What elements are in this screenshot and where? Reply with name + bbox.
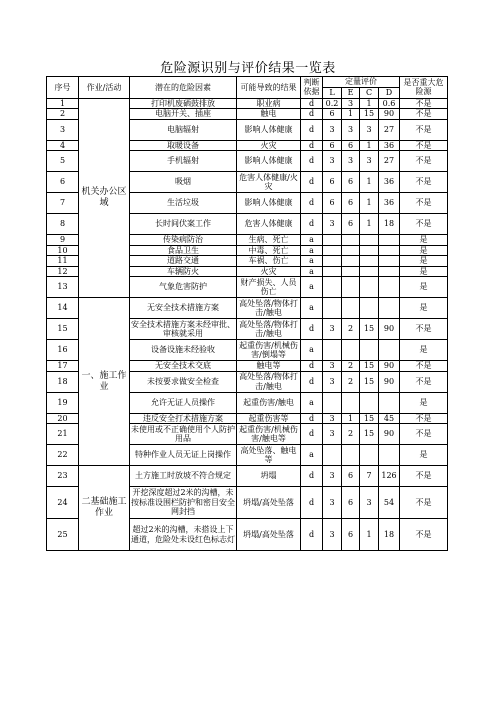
judgment-basis: d xyxy=(301,413,323,424)
major-hazard: 不是 xyxy=(400,413,448,424)
row-number: 7 xyxy=(47,193,79,214)
hazard-factor: 打印机废硒鼓排放 xyxy=(130,98,237,109)
row-number: 17 xyxy=(47,361,79,372)
judgment-basis: a xyxy=(301,298,323,319)
judgment-basis: d xyxy=(301,119,323,140)
row-number: 14 xyxy=(47,298,79,319)
row-number: 5 xyxy=(47,151,79,172)
possible-result: 车祸、伤亡 xyxy=(237,256,301,267)
score-d: 54 xyxy=(379,487,400,519)
hazard-factor: 食品卫生 xyxy=(130,245,237,256)
major-hazard: 不是 xyxy=(400,487,448,519)
possible-result: 起重伤害/机械伤害/触电等 xyxy=(237,424,301,445)
score-l xyxy=(323,392,342,413)
row-number: 3 xyxy=(47,119,79,140)
score-c xyxy=(360,298,379,319)
score-c: 15 xyxy=(360,413,379,424)
score-e xyxy=(342,245,360,256)
score-e xyxy=(342,445,360,466)
major-hazard: 是 xyxy=(400,392,448,413)
score-d: 36 xyxy=(379,193,400,214)
possible-result: 触电等 xyxy=(237,361,301,372)
judgment-basis: d xyxy=(301,424,323,445)
possible-result: 危害人体健康 xyxy=(237,214,301,235)
score-c: 15 xyxy=(360,361,379,372)
hazard-factor: 车辆防火 xyxy=(130,266,237,277)
judgment-basis: a xyxy=(301,340,323,361)
major-hazard: 是 xyxy=(400,245,448,256)
score-d xyxy=(379,245,400,256)
score-d: 0.6 xyxy=(379,98,400,109)
possible-result: 高处坠落/物体打击/触电 xyxy=(237,319,301,340)
score-d xyxy=(379,277,400,298)
score-c xyxy=(360,245,379,256)
score-c: 15 xyxy=(360,319,379,340)
score-c: 1 xyxy=(360,172,379,193)
score-e: 1 xyxy=(342,413,360,424)
major-hazard: 不是 xyxy=(400,424,448,445)
score-l: 3 xyxy=(323,413,342,424)
possible-result: 起重伤害/触电 xyxy=(237,392,301,413)
score-c: 3 xyxy=(360,487,379,519)
score-l: 3 xyxy=(323,319,342,340)
major-hazard: 不是 xyxy=(400,109,448,120)
score-e: 1 xyxy=(342,109,360,120)
hazard-factor: 电脑辐射 xyxy=(130,119,237,140)
score-c xyxy=(360,235,379,246)
possible-result: 坍塌/高处坠落 xyxy=(237,487,301,519)
judgment-basis: d xyxy=(301,172,323,193)
judgment-basis: d xyxy=(301,466,323,487)
judgment-basis: d xyxy=(301,319,323,340)
hazard-factor: 气象危害防护 xyxy=(130,277,237,298)
judgment-basis: d xyxy=(301,98,323,109)
row-number: 21 xyxy=(47,424,79,445)
possible-result: 起重伤害/机械伤害/倒塌等 xyxy=(237,340,301,361)
possible-result: 高处坠落/物体打击/触电 xyxy=(237,371,301,392)
score-c: 1 xyxy=(360,140,379,151)
major-hazard: 是 xyxy=(400,277,448,298)
score-l: 6 xyxy=(323,140,342,151)
row-number: 13 xyxy=(47,277,79,298)
possible-result: 坍塌/高处坠落 xyxy=(237,519,301,551)
hazard-factor: 安全技术措施方案未经审批、审核就采用 xyxy=(131,319,235,338)
score-c: 1 xyxy=(360,214,379,235)
page-title: 危险源识别与评价结果一览表 xyxy=(160,61,336,76)
row-number: 11 xyxy=(47,256,79,267)
score-l xyxy=(323,266,342,277)
score-d: 90 xyxy=(379,424,400,445)
score-e: 6 xyxy=(342,487,360,519)
possible-result: 中毒、死亡 xyxy=(237,245,301,256)
score-e: 2 xyxy=(342,424,360,445)
major-hazard: 不是 xyxy=(400,119,448,140)
possible-result: 影响人体健康 xyxy=(237,119,301,140)
header-l: L xyxy=(323,87,342,98)
major-hazard: 是 xyxy=(400,298,448,319)
score-l: 3 xyxy=(323,214,342,235)
hazard-factor: 违反安全打术措施方案 xyxy=(130,413,237,424)
score-d: 90 xyxy=(379,109,400,120)
score-e xyxy=(342,256,360,267)
hazard-factor: 特种作业人员无证上岗操作 xyxy=(130,445,237,466)
score-e xyxy=(342,266,360,277)
header-d: D xyxy=(379,87,400,98)
hazard-factor: 允许无证人员操作 xyxy=(130,392,237,413)
judgment-basis: a xyxy=(301,245,323,256)
major-hazard: 不是 xyxy=(400,361,448,372)
score-c: 1 xyxy=(360,519,379,551)
major-hazard: 不是 xyxy=(400,371,448,392)
score-d xyxy=(379,235,400,246)
major-hazard: 不是 xyxy=(400,140,448,151)
row-number: 10 xyxy=(47,245,79,256)
score-e: 6 xyxy=(342,466,360,487)
major-hazard: 不是 xyxy=(400,151,448,172)
header-row xyxy=(47,77,448,88)
score-e: 2 xyxy=(342,319,360,340)
table-row xyxy=(47,298,448,319)
score-c: 15 xyxy=(360,424,379,445)
score-c xyxy=(360,445,379,466)
possible-result: 高处坠落、触电等 xyxy=(237,445,301,466)
score-l: 3 xyxy=(323,361,342,372)
score-e: 6 xyxy=(342,519,360,551)
hazard-factor: 设备设施未经验收 xyxy=(130,340,237,361)
hazard-factor: 传染病防治 xyxy=(130,235,237,246)
major-hazard: 不是 xyxy=(400,172,448,193)
score-l xyxy=(323,256,342,267)
score-l: 6 xyxy=(323,109,342,120)
score-e: 6 xyxy=(342,214,360,235)
judgment-basis: a xyxy=(301,392,323,413)
row-number: 23 xyxy=(47,466,79,487)
score-d: 36 xyxy=(379,172,400,193)
possible-result: 高处坠落/物体打击/触电 xyxy=(237,298,301,319)
possible-result: 影响人体健康 xyxy=(237,151,301,172)
score-l: 3 xyxy=(323,119,342,140)
table-row xyxy=(47,98,448,109)
score-e: 3 xyxy=(342,98,360,109)
judgment-basis: d xyxy=(301,140,323,151)
header-evaluation: 定量评价 xyxy=(323,77,400,88)
judgment-basis: d xyxy=(301,487,323,519)
row-number: 4 xyxy=(47,140,79,151)
row-number: 15 xyxy=(47,319,79,340)
judgment-basis: d xyxy=(301,519,323,551)
possible-result: 职业病 xyxy=(237,98,301,109)
header-no: 序号 xyxy=(47,77,79,99)
hazard-factor: 开挖深度超过2米的沟槽，未按标准设围栏防护和密目安全网封挡 xyxy=(130,487,237,519)
hazard-factor: 无安全技术措施方案 xyxy=(130,298,237,319)
score-c: 1 xyxy=(360,193,379,214)
hazard-factor: 土方施工时放坡不符合规定 xyxy=(130,466,237,487)
score-d: 45 xyxy=(379,413,400,424)
score-l xyxy=(323,235,342,246)
header-judgment: 判断依据 xyxy=(301,77,323,99)
score-d: 126 xyxy=(379,466,400,487)
score-c xyxy=(360,340,379,361)
score-e: 2 xyxy=(342,361,360,372)
possible-result: 危害人体健康/火灾 xyxy=(237,172,301,193)
score-e: 6 xyxy=(342,172,360,193)
score-l xyxy=(323,277,342,298)
row-number: 2 xyxy=(47,109,79,120)
judgment-basis: a xyxy=(301,266,323,277)
major-hazard: 不是 xyxy=(400,466,448,487)
score-d xyxy=(379,392,400,413)
hazard-factor: 未使用或不正确使用个人防护用品 xyxy=(131,424,235,443)
hazard-factor: 吸烟 xyxy=(130,172,237,193)
major-hazard: 不是 xyxy=(400,214,448,235)
score-d xyxy=(379,266,400,277)
row-number: 18 xyxy=(47,371,79,392)
hazard-factor: 生活垃圾 xyxy=(130,193,237,214)
header-major: 是否重大危险源 xyxy=(400,77,448,99)
possible-result: 坍塌 xyxy=(237,466,301,487)
score-d: 90 xyxy=(379,371,400,392)
row-number: 12 xyxy=(47,266,79,277)
score-l: 3 xyxy=(323,151,342,172)
activity-group-office: 机关办公区域 xyxy=(79,98,130,298)
row-number: 6 xyxy=(47,172,79,193)
score-l xyxy=(323,298,342,319)
header-e: E xyxy=(342,87,360,98)
score-c: 3 xyxy=(360,119,379,140)
score-c: 15 xyxy=(360,371,379,392)
score-l: 0.2 xyxy=(323,98,342,109)
score-d: 18 xyxy=(379,214,400,235)
score-c: 7 xyxy=(360,466,379,487)
major-hazard: 不是 xyxy=(400,319,448,340)
judgment-basis: d xyxy=(301,214,323,235)
header-c: C xyxy=(360,87,379,98)
score-e: 2 xyxy=(342,371,360,392)
hazard-factor: 长时间伏案工作 xyxy=(130,214,237,235)
judgment-basis: a xyxy=(301,445,323,466)
row-number: 20 xyxy=(47,413,79,424)
score-d: 90 xyxy=(379,319,400,340)
score-c xyxy=(360,256,379,267)
score-l xyxy=(323,340,342,361)
score-d: 27 xyxy=(379,119,400,140)
judgment-basis: d xyxy=(301,151,323,172)
hazard-factor: 无安全技术交底 xyxy=(130,361,237,372)
possible-result: 生病、死亡 xyxy=(237,235,301,246)
score-c xyxy=(360,266,379,277)
score-c: 15 xyxy=(360,109,379,120)
score-d xyxy=(379,256,400,267)
hazard-table xyxy=(46,76,448,551)
judgment-basis: a xyxy=(301,235,323,246)
hazard-factor: 电脑开关、插座 xyxy=(130,109,237,120)
possible-result: 火灾 xyxy=(237,140,301,151)
score-c: 1 xyxy=(360,98,379,109)
score-c xyxy=(360,392,379,413)
hazard-factor: 手机辐射 xyxy=(130,151,237,172)
row-number: 24 xyxy=(47,487,79,519)
score-e: 3 xyxy=(342,151,360,172)
judgment-basis: a xyxy=(301,256,323,267)
hazard-factor: 道路交通 xyxy=(130,256,237,267)
header-consequence: 可能导致的结果 xyxy=(237,77,301,99)
header-activity: 作业/活动 xyxy=(79,77,130,99)
score-c: 3 xyxy=(360,151,379,172)
score-d xyxy=(379,298,400,319)
score-e: 3 xyxy=(342,119,360,140)
score-d xyxy=(379,445,400,466)
score-d: 27 xyxy=(379,151,400,172)
hazard-factor: 超过2米的沟槽，未搭设上下通道，危险处未设红色标志灯 xyxy=(130,519,237,551)
score-e xyxy=(342,392,360,413)
score-l: 3 xyxy=(323,371,342,392)
score-l: 3 xyxy=(323,519,342,551)
major-hazard: 不是 xyxy=(400,98,448,109)
row-number: 22 xyxy=(47,445,79,466)
score-e xyxy=(342,298,360,319)
possible-result: 触电 xyxy=(237,109,301,120)
score-e xyxy=(342,277,360,298)
score-c xyxy=(360,277,379,298)
major-hazard: 不是 xyxy=(400,519,448,551)
score-l: 3 xyxy=(323,424,342,445)
score-d: 36 xyxy=(379,140,400,151)
row-number: 8 xyxy=(47,214,79,235)
row-number: 1 xyxy=(47,98,79,109)
header-hazard: 潜在的危险因素 xyxy=(130,77,237,99)
score-e xyxy=(342,340,360,361)
score-e xyxy=(342,235,360,246)
possible-result: 财产损失、人员伤亡 xyxy=(237,277,301,298)
hazard-factor: 取暖设备 xyxy=(130,140,237,151)
score-l xyxy=(323,445,342,466)
judgment-basis: d xyxy=(301,109,323,120)
score-d xyxy=(379,340,400,361)
major-hazard: 是 xyxy=(400,445,448,466)
possible-result: 影响人体健康 xyxy=(237,193,301,214)
judgment-basis: d xyxy=(301,371,323,392)
major-hazard: 是 xyxy=(400,266,448,277)
score-e: 6 xyxy=(342,140,360,151)
activity-group-construction: 一、施工作业 xyxy=(79,298,130,466)
activity-group-foundation: 二基础施工作业 xyxy=(79,466,130,551)
table-body xyxy=(47,77,448,551)
score-l: 6 xyxy=(323,172,342,193)
score-d: 90 xyxy=(379,361,400,372)
judgment-basis: d xyxy=(301,361,323,372)
judgment-basis: d xyxy=(301,193,323,214)
judgment-basis: a xyxy=(301,277,323,298)
row-number: 19 xyxy=(47,392,79,413)
row-number: 16 xyxy=(47,340,79,361)
possible-result: 起重伤害等 xyxy=(237,413,301,424)
score-l: 3 xyxy=(323,487,342,519)
row-number: 25 xyxy=(47,519,79,551)
major-hazard: 是 xyxy=(400,256,448,267)
hazard-factor: 未按要求做安全检查 xyxy=(130,371,237,392)
row-number: 9 xyxy=(47,235,79,246)
possible-result: 火灾 xyxy=(237,266,301,277)
table-row xyxy=(47,466,448,487)
score-e: 6 xyxy=(342,193,360,214)
score-l: 3 xyxy=(323,466,342,487)
score-l: 6 xyxy=(323,193,342,214)
score-l xyxy=(323,245,342,256)
major-hazard: 是 xyxy=(400,235,448,246)
major-hazard: 是 xyxy=(400,340,448,361)
major-hazard: 不是 xyxy=(400,193,448,214)
score-d: 18 xyxy=(379,519,400,551)
